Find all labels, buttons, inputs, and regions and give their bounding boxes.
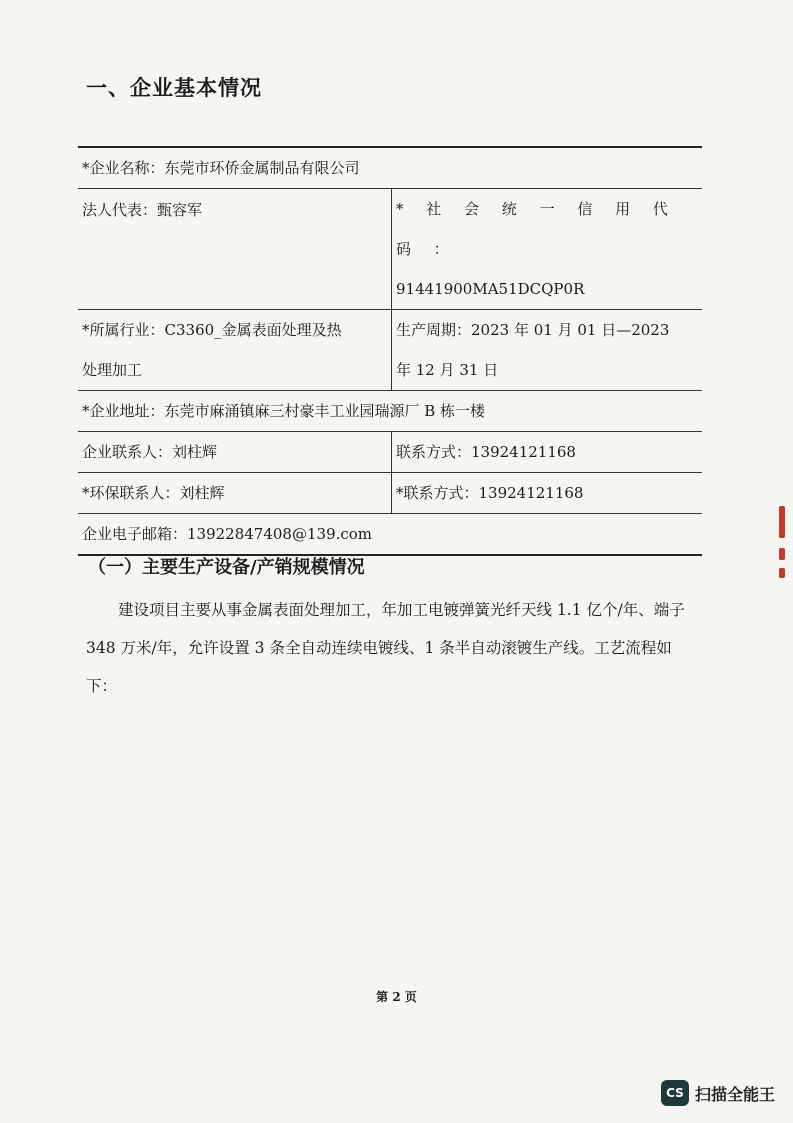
company-info-table [78,146,702,556]
table-row [78,432,702,473]
email-cell: 企业电子邮箱：13922847408@139.com [78,514,702,556]
env-contact-person-cell: *环保联系人：刘柱辉 [78,473,392,514]
industry-line-1: *所属行业：C3360_金属表面处理及热 [82,321,342,339]
credit-code-cell [392,189,703,310]
period-line-2: 年 12 月 31 日 [396,361,499,379]
table-row [78,310,702,391]
company-name-cell: *企业名称：东莞市环侨金属制品有限公司 [78,147,702,189]
body-paragraph: 建设项目主要从事金属表面处理加工，年加工电镀弹簧光纤天线 1.1 亿个/年、端子 348 万米/年，允许设置 3 条全自动连续电镀线、1 条半自动滚镀生产线。工艺流程如下： [86,601,685,695]
table-row [78,514,702,556]
legal-rep-cell: 法人代表：甄容军 [78,189,392,310]
edge-mark-decoration [779,506,785,538]
industry-cell [78,310,392,391]
edge-mark-decoration [779,548,785,560]
address-cell: *企业地址：东莞市麻涌镇麻三村豪丰工业园瑞源厂 B 栋一楼 [78,391,702,432]
contact-phone-cell: 联系方式：13924121168 [392,432,703,473]
credit-code-label: * 社 会 统 一 信 用 代 码 ： [396,200,677,258]
scanner-watermark [661,1080,775,1106]
camscanner-logo-icon: CS [661,1080,689,1106]
edge-mark-decoration [779,568,785,578]
env-contact-phone-cell: *联系方式：13924121168 [392,473,703,514]
table-row [78,189,702,310]
production-period-cell [392,310,703,391]
period-line-1: 生产周期：2023 年 01 月 01 日—2023 [396,321,670,339]
table-row [78,391,702,432]
scanner-app-name: 扫描全能王 [694,1084,775,1104]
credit-code-value: 91441900MA51DCQP0R [396,280,585,298]
table-row [78,147,702,189]
table-row [78,473,702,514]
section-title: 一、企业基本情况 [86,76,262,100]
contact-person-cell: 企业联系人：刘柱辉 [78,432,392,473]
subsection-title: （一）主要生产设备/产销规模情况 [88,557,365,578]
industry-line-2: 处理加工 [82,361,143,379]
page-number: 第 2 页 [376,990,417,1004]
